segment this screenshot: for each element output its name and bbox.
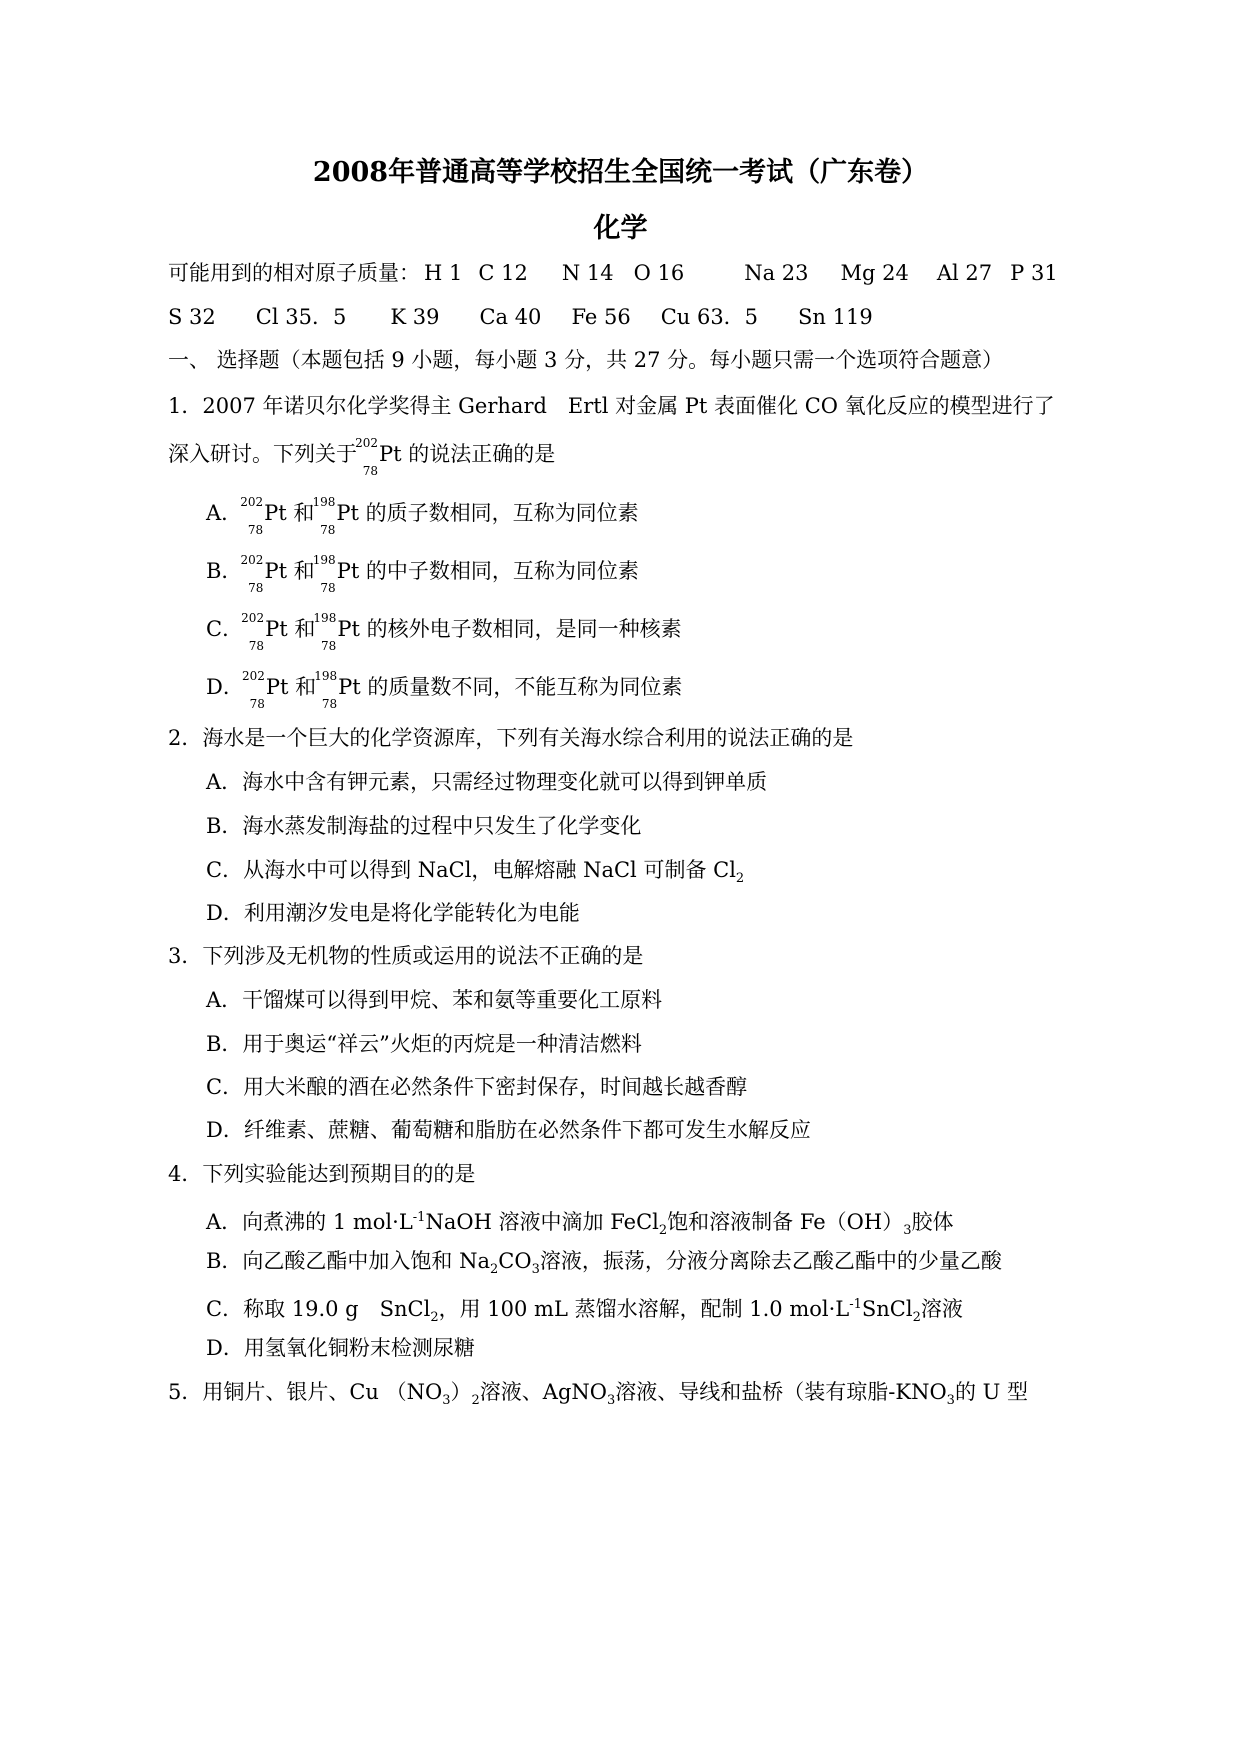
q3-option-c: C．用大米酿的酒在必然条件下密封保存，时间越长越香醇 bbox=[206, 1075, 748, 1099]
nuclide-symbol bbox=[312, 553, 337, 595]
mass-item: P 31 bbox=[1010, 261, 1058, 285]
atomic-number: 78 bbox=[320, 523, 336, 537]
mass-item: Sn 119 bbox=[798, 305, 873, 329]
option-text: B．向乙酸乙酯中加入饱和 Na bbox=[206, 1249, 491, 1273]
mass-item: Cl 35．5 bbox=[255, 305, 347, 329]
superscript: -1 bbox=[412, 1210, 426, 1225]
option-text: C．称取 19.0 g SnCl bbox=[206, 1297, 431, 1321]
atomic-mass-row-1 bbox=[168, 259, 1058, 287]
mass-number: 198 bbox=[312, 553, 336, 567]
nuclide-symbol bbox=[241, 669, 266, 711]
option-label: B． bbox=[206, 559, 243, 583]
atomic-number: 78 bbox=[362, 464, 378, 478]
option-text: C．从海水中可以得到 NaCl，电解熔融 NaCl 可制备 Cl bbox=[206, 858, 736, 882]
option-text: 胶体 bbox=[911, 1210, 954, 1234]
option-text: NaOH 溶液中滴加 FeCl bbox=[425, 1210, 659, 1234]
atomic-number: 78 bbox=[248, 581, 264, 595]
subscript: 2 bbox=[430, 1310, 439, 1326]
q4-option-a bbox=[206, 1204, 954, 1245]
mass-item: S 32 bbox=[168, 305, 216, 329]
mass-number: 198 bbox=[313, 611, 337, 625]
mass-item: Cu 63．5 bbox=[660, 305, 759, 329]
subscript: 2 bbox=[912, 1310, 921, 1326]
q3-option-a: A．干馏煤可以得到甲烷、苯和氨等重要化工原料 bbox=[206, 988, 663, 1012]
mass-item: Fe 56 bbox=[571, 305, 631, 329]
q5-stem bbox=[168, 1378, 1028, 1415]
nuclide-symbol bbox=[240, 553, 264, 595]
mass-number: 202 bbox=[241, 611, 265, 625]
q4-option-b bbox=[206, 1247, 1002, 1284]
atomic-number: 78 bbox=[321, 639, 337, 653]
subscript: 2 bbox=[658, 1223, 668, 1239]
option-text: SnCl bbox=[861, 1297, 913, 1321]
stem-text: 的 U 型 bbox=[954, 1380, 1028, 1404]
q1-stem-text-2: Pt 的说法正确的是 bbox=[379, 442, 556, 466]
option-label: C． bbox=[206, 617, 244, 641]
q4-option-c bbox=[206, 1291, 963, 1332]
subscript: 2 bbox=[490, 1262, 499, 1278]
mass-number: 198 bbox=[312, 495, 336, 509]
mass-number: 202 bbox=[241, 669, 265, 683]
subscript: 3 bbox=[903, 1223, 912, 1239]
option-text: 饱和溶液制备 Fe（OH） bbox=[667, 1210, 904, 1234]
option-text: A．向煮沸的 1 mol·L bbox=[206, 1210, 413, 1234]
and-text: Pt 和 bbox=[264, 501, 315, 525]
and-text: Pt 和 bbox=[264, 559, 315, 583]
q3-stem: 3．下列涉及无机物的性质或运用的说法不正确的是 bbox=[168, 944, 644, 968]
option-text: 溶液 bbox=[920, 1297, 963, 1321]
q1-option-d bbox=[206, 669, 683, 711]
mass-number: 202 bbox=[240, 553, 264, 567]
q2-option-d: D．利用潮汐发电是将化学能转化为电能 bbox=[206, 901, 580, 925]
subscript: 3 bbox=[946, 1393, 955, 1409]
subscript: 3 bbox=[442, 1393, 451, 1409]
atomic-mass-label: 可能用到的相对原子质量： bbox=[168, 261, 420, 285]
mass-item: K 39 bbox=[390, 305, 440, 329]
nuclide-symbol bbox=[314, 669, 338, 711]
and-text: Pt 和 bbox=[265, 675, 317, 699]
superscript: -1 bbox=[849, 1297, 862, 1312]
mass-number: 198 bbox=[314, 669, 338, 683]
mass-item: H 1 bbox=[424, 261, 463, 285]
nuclide-symbol bbox=[241, 611, 265, 653]
mass-number: 202 bbox=[355, 436, 378, 450]
q4-option-d: D．用氢氧化铜粉末检测尿糖 bbox=[206, 1336, 475, 1360]
q1-option-c bbox=[206, 611, 682, 653]
option-text: Pt 的核外电子数相同，是同一种核素 bbox=[337, 617, 682, 641]
option-text: ，用 100 mL 蒸馏水溶解，配制 1.0 mol·L bbox=[438, 1297, 850, 1321]
nuclide-symbol bbox=[312, 495, 336, 537]
atomic-number: 78 bbox=[320, 581, 336, 595]
mass-item: O 16 bbox=[633, 261, 685, 285]
atomic-number: 78 bbox=[249, 697, 265, 711]
atomic-mass-row-2 bbox=[168, 303, 873, 331]
subscript: 2 bbox=[471, 1393, 480, 1409]
section-heading: 一、 选择题（本题包括 9 小题，每小题 3 分，共 27 分。每小题只需一个选项符合题意） bbox=[168, 348, 1004, 372]
mass-item: Al 27 bbox=[936, 261, 993, 285]
option-text: Pt 的中子数相同，互称为同位素 bbox=[336, 559, 639, 583]
stem-text: 5．用铜片、银片、Cu （NO bbox=[168, 1380, 443, 1404]
subject-title: 化学 bbox=[593, 213, 648, 244]
option-text: CO bbox=[498, 1249, 532, 1273]
q1-option-b bbox=[206, 553, 639, 595]
q3-option-d: D．纤维素、蔗糖、葡萄糖和脂肪在必然条件下都可发生水解反应 bbox=[206, 1118, 811, 1142]
stem-text: 溶液、导线和盐桥（装有琼脂-KNO bbox=[615, 1380, 947, 1404]
stem-text: ） bbox=[450, 1380, 472, 1404]
subscript: 2 bbox=[735, 871, 745, 887]
q3-option-b: B．用于奥运“祥云”火炬的丙烷是一种清洁燃料 bbox=[206, 1032, 642, 1056]
mass-item: C 12 bbox=[478, 261, 528, 285]
option-label: A． bbox=[206, 501, 243, 525]
option-text: Pt 的质量数不同，不能互称为同位素 bbox=[338, 675, 683, 699]
q2-option-a: A．海水中含有钾元素，只需经过物理变化就可以得到钾单质 bbox=[206, 770, 768, 794]
stem-text: 溶液、AgNO bbox=[479, 1380, 607, 1404]
nuclide-symbol bbox=[313, 611, 337, 653]
q2-stem: 2．海水是一个巨大的化学资源库，下列有关海水综合利用的说法正确的是 bbox=[168, 726, 854, 750]
and-text: Pt 和 bbox=[265, 617, 316, 641]
mass-item: Mg 24 bbox=[840, 261, 909, 285]
atomic-number: 78 bbox=[247, 523, 264, 537]
nuclide-symbol bbox=[355, 436, 379, 478]
page-title: 2008年普通高等学校招生全国统一考试（广东卷） bbox=[312, 157, 929, 188]
option-text: 溶液，振荡，分液分离除去乙酸乙酯中的少量乙酸 bbox=[539, 1249, 1002, 1273]
q1-stem-line1: 1．2007 年诺贝尔化学奖得主 Gerhard Ertl 对金属 Pt 表面催化 CO 氧化反应的模型进行了 bbox=[168, 394, 1055, 418]
subscript: 3 bbox=[607, 1393, 616, 1409]
atomic-number: 78 bbox=[321, 697, 338, 711]
q1-stem-line2 bbox=[168, 436, 556, 478]
mass-item: Na 23 bbox=[744, 261, 809, 285]
option-label: D． bbox=[206, 675, 244, 699]
q1-option-a bbox=[206, 495, 639, 537]
mass-item: N 14 bbox=[561, 261, 614, 285]
mass-item: Ca 40 bbox=[479, 305, 542, 329]
q2-option-b: B．海水蒸发制海盐的过程中只发生了化学变化 bbox=[206, 814, 642, 838]
q4-stem: 4．下列实验能达到预期目的的是 bbox=[168, 1162, 476, 1186]
subscript: 3 bbox=[531, 1262, 540, 1278]
mass-number: 202 bbox=[240, 495, 264, 509]
atomic-number: 78 bbox=[248, 639, 265, 653]
option-text: Pt 的质子数相同，互称为同位素 bbox=[336, 501, 639, 525]
q2-option-c bbox=[206, 856, 744, 893]
q1-stem-text: 深入研讨。下列关于 bbox=[168, 442, 357, 466]
nuclide-symbol bbox=[240, 495, 264, 537]
